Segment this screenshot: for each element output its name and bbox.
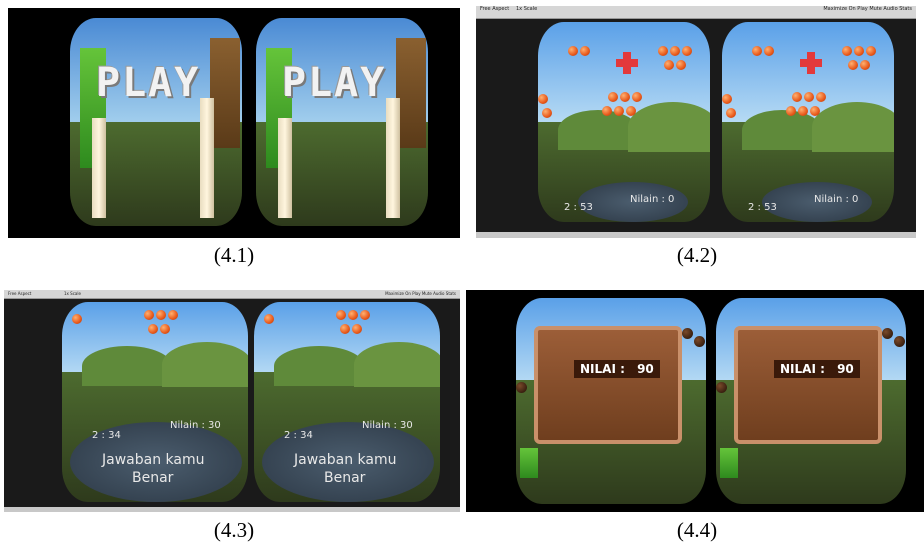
editor-right-controls[interactable]: Maximize On Play Mute Audio Stats: [385, 291, 456, 296]
right-eye-view: [256, 18, 428, 226]
score-label: Nilain : 0: [814, 194, 859, 205]
right-eye-view: [722, 22, 894, 222]
nilai-box: [774, 360, 860, 378]
score-board: [734, 326, 882, 444]
editor-toolbar: [4, 290, 460, 299]
panel-4-4: [466, 290, 924, 512]
left-eye-view: [538, 22, 710, 222]
timer: 2 : 34: [92, 430, 121, 441]
timer: 2 : 53: [748, 202, 777, 213]
nilai-label: NILAI :: [780, 362, 825, 376]
panel-4-2: [476, 6, 916, 238]
score-board: [534, 326, 682, 444]
nilai-box: [574, 360, 660, 378]
panel-4-1: [8, 8, 460, 238]
left-eye-view: [62, 302, 248, 502]
caption-4-4: (4.4): [676, 518, 718, 542]
score-label: Nilain : 30: [170, 420, 221, 431]
editor-status-bar: [476, 232, 916, 238]
nilai-label: NILAI :: [580, 362, 625, 376]
aspect-select[interactable]: Free Aspect: [8, 291, 32, 296]
nilai-value: 90: [637, 362, 654, 376]
caption-4-3: (4.3): [213, 518, 255, 542]
scale-slider[interactable]: 1x Scale: [64, 291, 81, 296]
timer: 2 : 53: [564, 202, 593, 213]
right-eye-view: [716, 298, 906, 504]
score-label: Nilain : 30: [362, 420, 413, 431]
left-eye-view: [516, 298, 706, 504]
play-title[interactable]: PLAY: [282, 60, 387, 106]
timer: 2 : 34: [284, 430, 313, 441]
feedback-line-1: Jawaban kamu: [102, 452, 205, 468]
scale-slider[interactable]: 1x Scale: [516, 6, 538, 12]
aspect-select[interactable]: Free Aspect: [480, 6, 510, 12]
right-eye-view: [254, 302, 440, 502]
left-eye-view: [70, 18, 242, 226]
caption-4-1: (4.1): [213, 243, 255, 267]
editor-toolbar: [476, 6, 916, 19]
feedback-line-1: Jawaban kamu: [294, 452, 397, 468]
feedback-line-2: Benar: [324, 470, 366, 486]
editor-right-controls[interactable]: Maximize On Play Mute Audio Stats: [823, 6, 912, 12]
nilai-value: 90: [837, 362, 854, 376]
caption-4-2: (4.2): [676, 243, 718, 267]
panel-4-3: [4, 290, 460, 512]
play-title[interactable]: PLAY: [96, 60, 201, 106]
score-label: Nilain : 0: [630, 194, 675, 205]
feedback-line-2: Benar: [132, 470, 174, 486]
editor-status-bar: [4, 507, 460, 512]
